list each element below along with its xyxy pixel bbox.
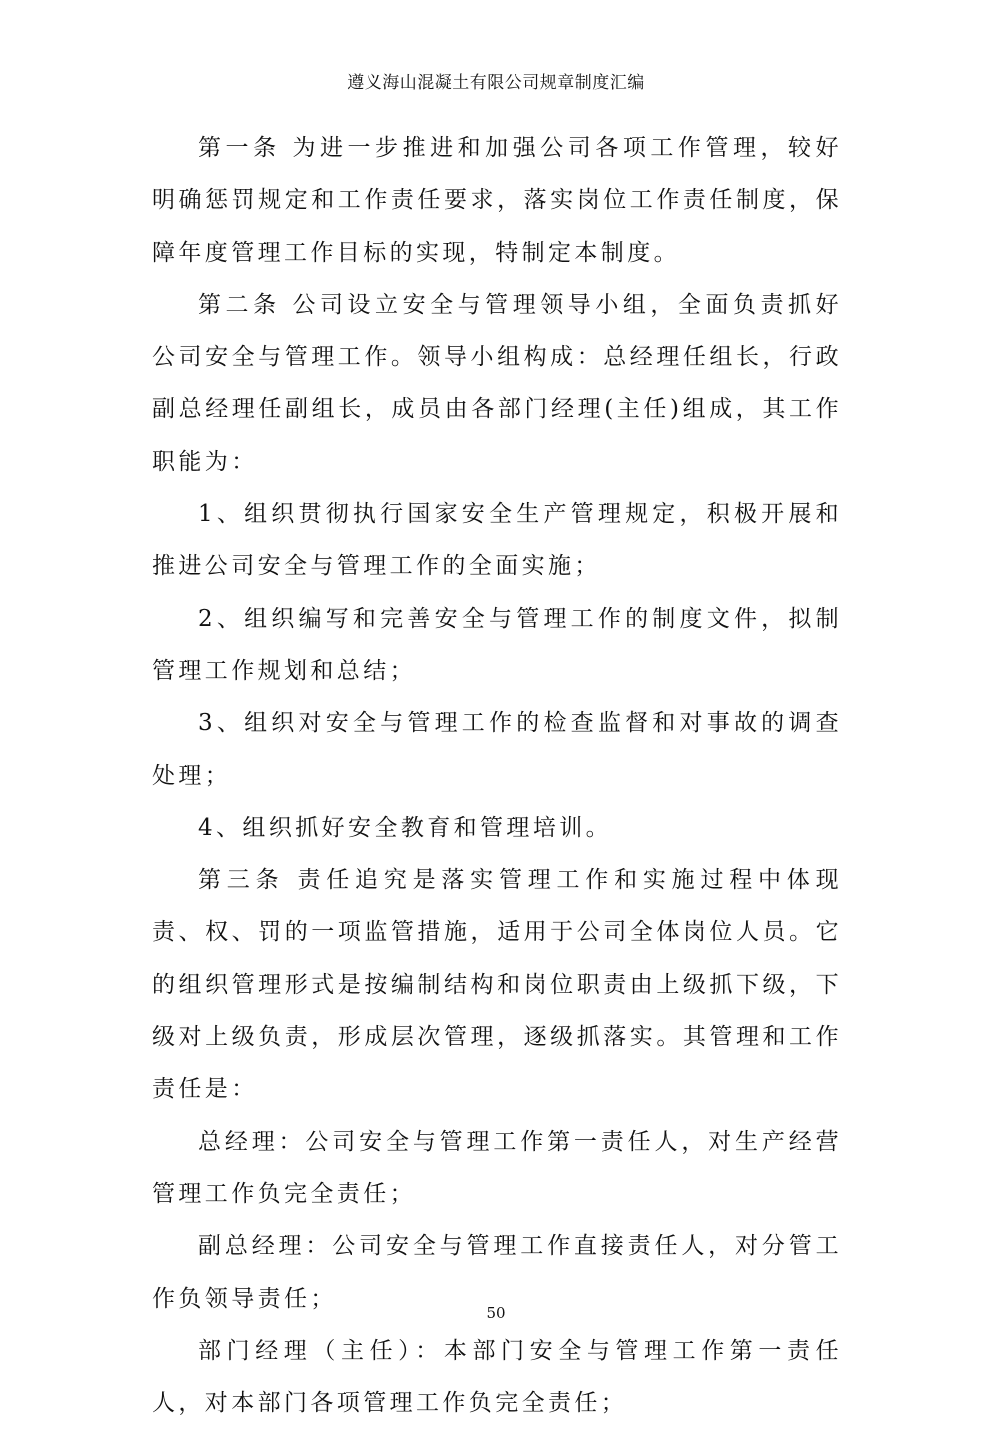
paragraph-article-2: 第二条 公司设立安全与管理领导小组，全面负责抓好公司安全与管理工作。领导小组构成：总经理任组长，行政副总经理任副组长，成员由各部门经理(主任)组成，其工作职能为： — [152, 291, 842, 475]
page-number: 50 — [486, 1304, 506, 1322]
list-item-2: 2、组织编写和完善安全与管理工作的制度文件，拟制管理工作规划和总结； — [152, 605, 842, 684]
list-item-4: 4、组织抓好安全教育和管理培训。 — [198, 814, 613, 841]
paragraph-article-1: 第一条 为进一步推进和加强公司各项工作管理，较好明确惩罚规定和工作责任要求，落实岗位工作责任制度，保障年度管理工作目标的实现，特制定本制度。 — [152, 135, 842, 266]
paragraph-deputy-general-manager: 副总经理：公司安全与管理工作直接责任人，对分管工作负领导责任； — [152, 1233, 842, 1312]
paragraph-article-3: 第三条 责任追究是落实管理工作和实施过程中体现责、权、罚的一项监管措施，适用于公司全体岗位人员。它的组织管理形式是按编制结构和岗位职责由上级抓下级，下级对上级负责，形成层次管理，逐级抓落实。其管理和工作责任是： — [152, 867, 842, 1103]
paragraph-general-manager: 总经理：公司安全与管理工作第一责任人，对生产经营管理工作负完全责任； — [152, 1128, 842, 1207]
paragraph-department-manager: 部门经理（主任）：本部门安全与管理工作第一责任人，对本部门各项管理工作负完全责任； — [152, 1337, 842, 1417]
list-item-1: 1、组织贯彻执行国家安全生产管理规定，积极开展和推进公司安全与管理工作的全面实施； — [152, 501, 842, 580]
page-header: 遵义海山混凝土有限公司规章制度汇编 — [347, 73, 645, 93]
list-item-3: 3、组织对安全与管理工作的检查监督和对事故的调查处理； — [152, 710, 842, 789]
document-body — [152, 122, 842, 1429]
